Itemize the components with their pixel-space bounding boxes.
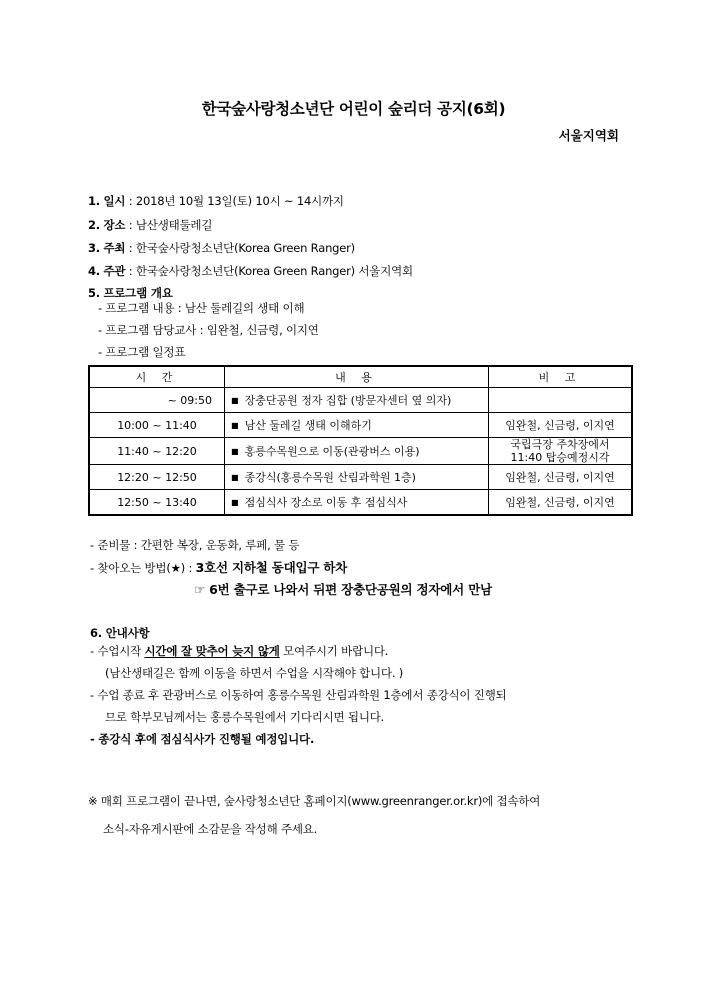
footer-line-2: 소식-자유게시판에 소감문을 작성해 주세요. <box>103 822 318 836</box>
notice-l1-post: 모여주시기 바랍니다. <box>279 644 389 658</box>
table-row <box>89 413 632 438</box>
header-note: 비 고 <box>489 366 633 388</box>
square-bullet-icon: ■ <box>231 498 239 507</box>
notice-line-3: - 수업 종료 후 관광버스로 이동하여 홍릉수목원 산림과학원 1층에서 종강식이 진행되 <box>90 688 507 702</box>
item-label: 장소 <box>103 218 126 232</box>
directions-value: 3호선 지하철 동대입구 하차 <box>195 560 348 575</box>
item-overview <box>88 285 173 301</box>
item-place <box>88 217 212 233</box>
item-value: 한국숲사랑청소년단(Korea Green Ranger) 서울지역회 <box>135 264 413 278</box>
content-cell <box>225 438 489 465</box>
time-cell: 10:00 ~ 11:40 <box>89 413 225 438</box>
page-title: 한국숲사랑청소년단 어린이 숲리더 공지(6회) <box>201 100 506 118</box>
note-cell: 임완철, 신금령, 이지연 <box>489 465 633 490</box>
square-bullet-icon: ■ <box>231 447 239 456</box>
item-sep: : <box>125 264 136 278</box>
table-row <box>89 490 632 516</box>
content-cell <box>225 490 489 516</box>
time-cell: 11:40 ~ 12:20 <box>89 438 225 465</box>
footer-line-1: ※ 매회 프로그램이 끝나면, 숲사랑청소년단 홈페이지(www.greenranger.or.kr)에 접속하여 <box>88 794 541 808</box>
header-content: 내 용 <box>225 366 489 388</box>
item-sep: : <box>125 241 136 255</box>
note-line: 11:40 탑승예정시각 <box>510 451 610 464</box>
table-row <box>89 438 632 465</box>
organization-name: 서울지역회 <box>558 128 619 143</box>
directions-label: - 찾아오는 방법(★) : <box>90 561 196 575</box>
note-cell <box>489 438 633 465</box>
content-cell <box>225 388 489 413</box>
item-sep: : <box>125 194 136 208</box>
item-num: 4. <box>88 264 100 278</box>
item-value: 2018년 10월 13일(토) 10시 ~ 14시까지 <box>135 194 344 208</box>
content-text: 남산 둘레길 생태 이해하기 <box>244 419 372 432</box>
time-cell: ~ 09:50 <box>89 388 225 413</box>
item-num: 3. <box>88 241 100 255</box>
notice-line-5: - 종강식 후에 점심식사가 진행될 예정입니다. <box>90 732 315 746</box>
item-label: 프로그램 개요 <box>103 286 173 300</box>
prep-value: 간편한 복장, 운동화, 루페, 물 등 <box>140 538 300 552</box>
item-organizer <box>88 263 413 279</box>
table-row <box>89 388 632 413</box>
item-host <box>88 240 355 256</box>
content-text: 홍릉수목원으로 이동(관광버스 이용) <box>244 445 420 458</box>
content-cell <box>225 413 489 438</box>
schedule-table <box>88 365 633 516</box>
overview-teachers: - 프로그램 담당교사 : 임완철, 신금령, 이지연 <box>98 323 319 337</box>
notice-line-2: (남산생태길은 함께 이동을 하면서 수업을 시작해야 합니다. ) <box>105 666 404 680</box>
square-bullet-icon: ■ <box>231 421 239 430</box>
item-label: 주최 <box>103 241 126 255</box>
notice-line-1 <box>90 643 388 659</box>
header-time: 시 간 <box>89 366 225 388</box>
note-cell <box>489 388 633 413</box>
overview-schedule-label: - 프로그램 일정표 <box>98 345 186 359</box>
item-label: 일시 <box>103 194 126 208</box>
notice-line-4: 므로 학부모님께서는 홍릉수목원에서 기다리시면 됩니다. <box>105 710 385 724</box>
table-header-row <box>89 366 632 388</box>
square-bullet-icon: ■ <box>231 396 239 405</box>
item-sep: : <box>125 218 136 232</box>
directions-detail: ☞ 6번 출구로 나와서 뒤편 장충단공원의 정자에서 만남 <box>194 582 492 597</box>
item-num: 2. <box>88 218 100 232</box>
item-num: 5. <box>88 286 100 300</box>
item-label: 주관 <box>103 264 126 278</box>
item-value: 한국숲사랑청소년단(Korea Green Ranger) <box>135 241 355 255</box>
directions-line <box>90 558 347 576</box>
notice-l1-pre: - 수업시작 <box>90 644 145 658</box>
content-cell <box>225 465 489 490</box>
note-cell: 임완철, 신금령, 이지연 <box>489 413 633 438</box>
time-cell: 12:20 ~ 12:50 <box>89 465 225 490</box>
prep-label: - 준비물 : <box>90 538 141 552</box>
notice-heading: 6. 안내사항 <box>90 626 150 640</box>
overview-content: - 프로그램 내용 : 남산 둘레길의 생태 이해 <box>98 301 305 315</box>
item-date <box>88 193 344 209</box>
note-line: 국립극장 주차장에서 <box>510 438 610 451</box>
notice-l1-emphasis: 시간에 잘 맞추어 늦지 않게 <box>144 644 280 658</box>
square-bullet-icon: ■ <box>231 473 239 482</box>
content-text: 점심식사 장소로 이동 후 점심식사 <box>244 496 408 509</box>
table-row <box>89 465 632 490</box>
item-num: 1. <box>88 194 100 208</box>
time-cell: 12:50 ~ 13:40 <box>89 490 225 516</box>
note-cell: 임완철, 신금령, 이지연 <box>489 490 633 516</box>
item-value: 남산생태둘레길 <box>135 218 213 232</box>
prep-line <box>90 537 299 553</box>
content-text: 종강식(홍릉수목원 산림과학원 1층) <box>244 471 416 484</box>
content-text: 장충단공원 정자 집합 (방문자센터 옆 의자) <box>244 394 452 407</box>
